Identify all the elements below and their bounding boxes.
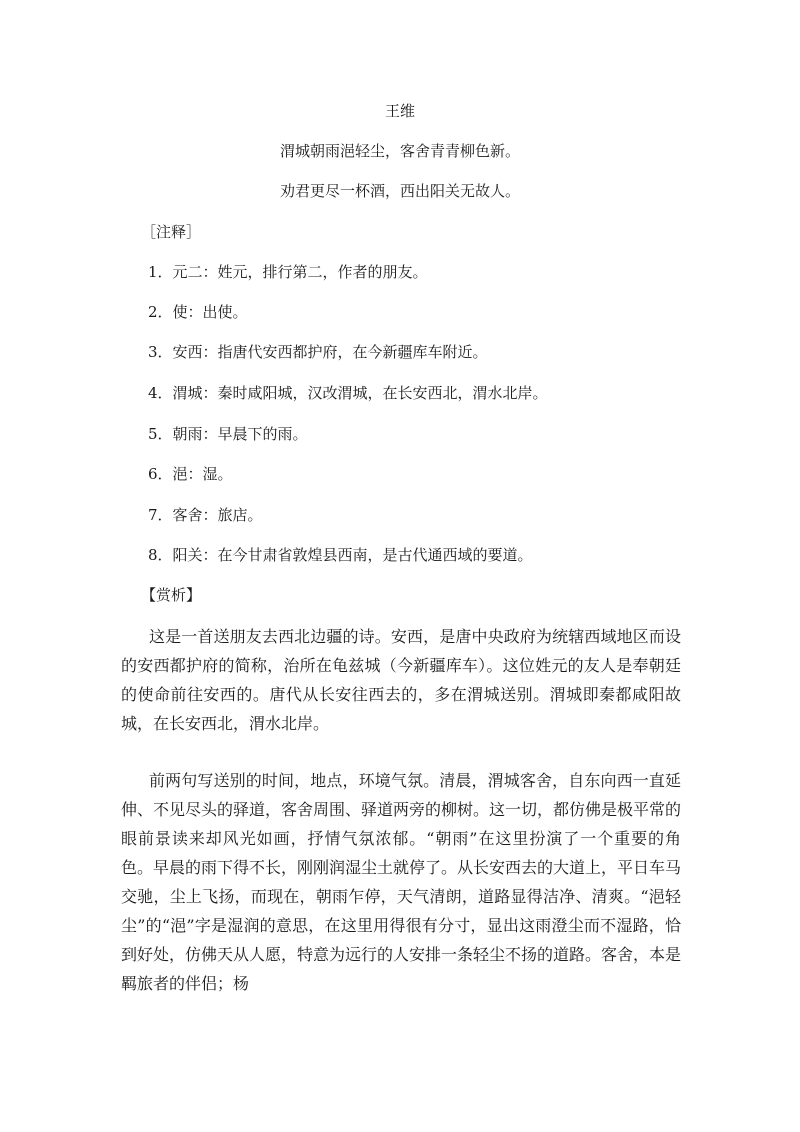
note-item-5: 5．朝雨：早晨下的雨。: [148, 425, 308, 443]
poem-line-2: 劝君更尽一杯酒，西出阳关无故人。: [279, 182, 520, 200]
appreciation-heading: 【赏析】: [141, 586, 202, 604]
note-item-3: 3．安西：指唐代安西都护府，在今新疆库车附近。: [148, 343, 488, 361]
note-item-6: 6．浥：湿。: [148, 465, 233, 483]
appreciation-paragraph-2: 前两句写送别的时间，地点，环境气氛。清晨，渭城客舍，自东向西一直延伸、不见尽头的驿道，客舍周围、驿道两旁的柳树。这一切，都仿佛是极平常的眼前景读来却风光如画，抒情气氛浓郁。“朝雨”在这里扮演了一个重要的角色。早晨的雨下得不长，刚刚润湿尘土就停了。从长安西去的大道上，平日车马交驰，尘上飞扬，而现在，朝雨乍停，天气清朗，道路显得洁净、清爽。“浥轻尘”的“浥”字是湿润的意思，在这里用得很有分寸，显出这雨澄尘而不湿路，恰到好处，仿佛天从人愿，特意为远行的人安排一条轻尘不扬的道路。客舍，本是羁旅者的伴侣；杨: [121, 771, 682, 993]
note-item-7: 7．客舍：旅店。: [148, 506, 263, 524]
poem-author: 王维: [384, 102, 415, 120]
notes-heading: ［注释］: [141, 223, 202, 241]
poem-line-1: 渭城朝雨浥轻尘，客舍青青柳色新。: [279, 142, 520, 160]
note-item-2: 2．使：出使。: [148, 303, 248, 321]
note-item-4: 4．渭城：秦时咸阳城，汉改渭城，在长安西北，渭水北岸。: [148, 384, 548, 402]
note-item-1: 1．元二：姓元，排行第二，作者的朋友。: [148, 263, 428, 281]
note-item-8: 8．阳关：在今甘肃省敦煌县西南，是古代通西域的要道。: [148, 546, 533, 564]
appreciation-paragraph-1: 这是一首送朋友去西北边疆的诗。安西，是唐中央政府为统辖西域地区而设的安西都护府的简称，治所在龟兹城（今新疆库车）。这位姓元的友人是奉朝廷的使命前往安西的。唐代从长安往西去的，多在渭城送别。渭城即秦都咸阳故城，在长安西北，渭水北岸。: [121, 627, 681, 733]
